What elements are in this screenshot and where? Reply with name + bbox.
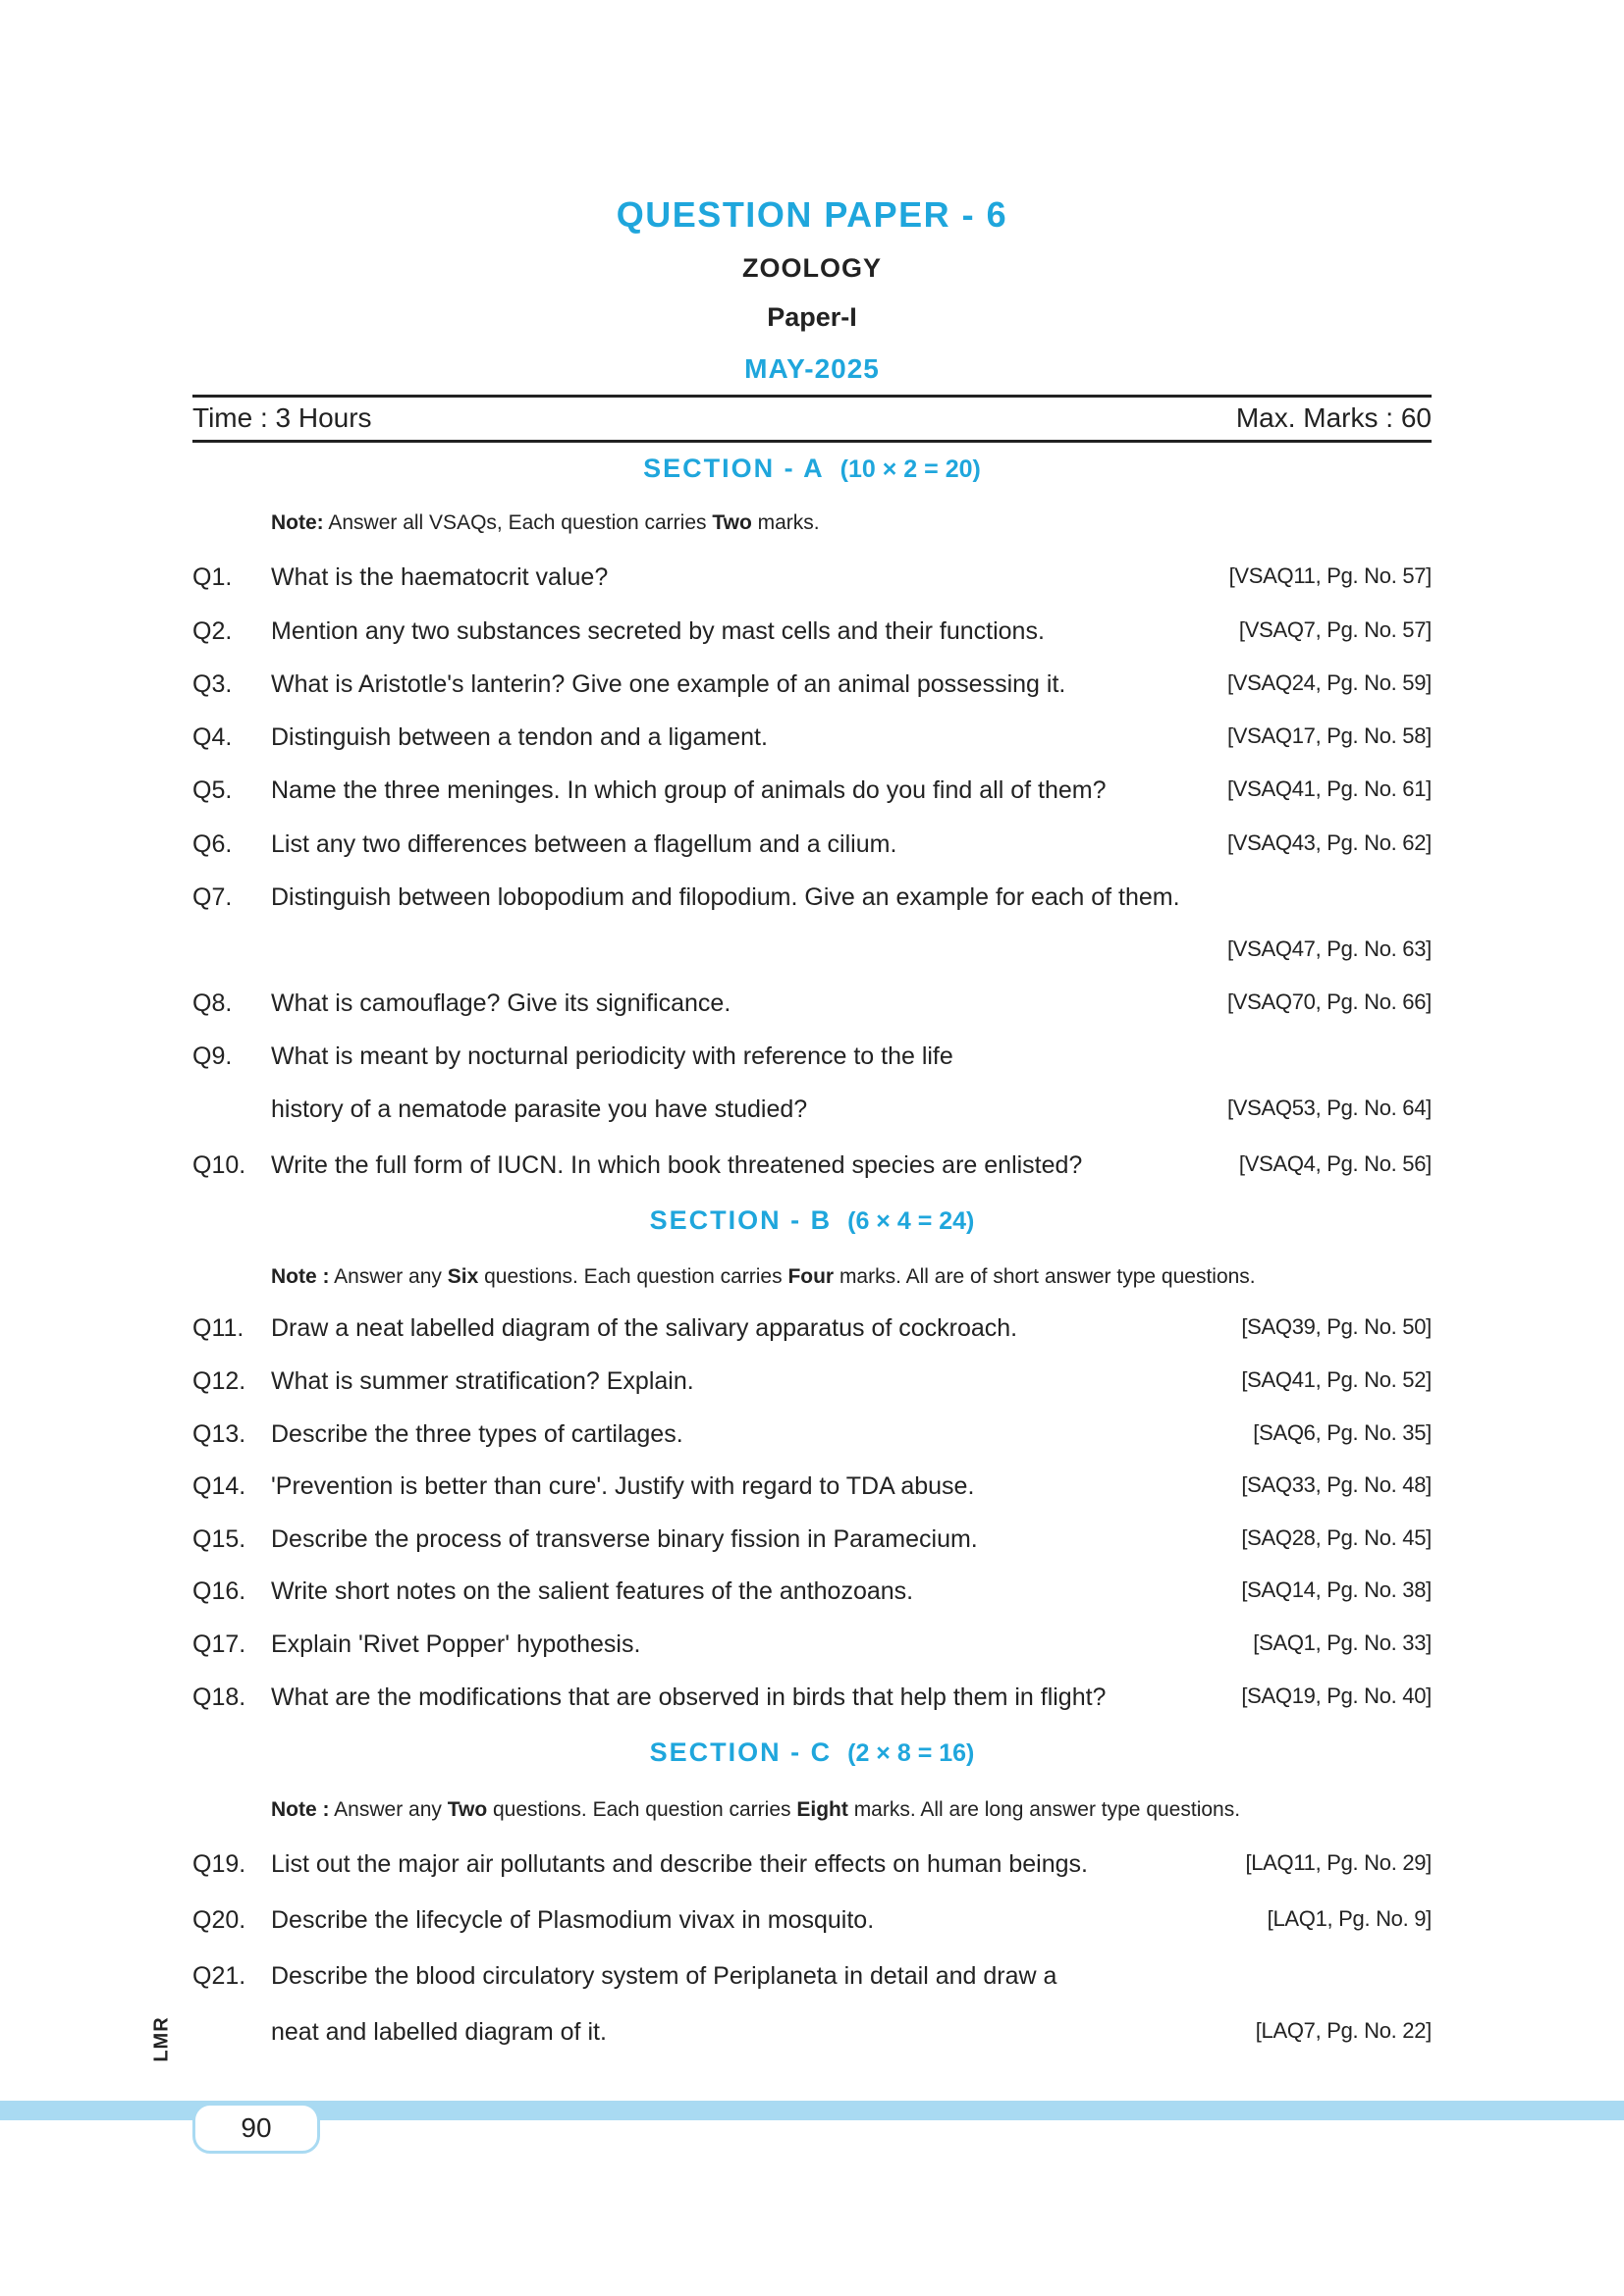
max-marks-label: Max. Marks : 60 xyxy=(1235,402,1432,433)
page-reference: [VSAQ41, Pg. No. 61] xyxy=(1226,776,1432,801)
section-b-title: SECTION - B xyxy=(649,1205,833,1235)
page-reference: [VSAQ4, Pg. No. 56] xyxy=(1238,1151,1432,1176)
page-reference: [LAQ11, Pg. No. 29] xyxy=(1245,1850,1432,1875)
page-reference: [SAQ33, Pg. No. 48] xyxy=(1241,1472,1432,1497)
section-a-title: SECTION - A xyxy=(643,454,825,483)
page-reference: [VSAQ43, Pg. No. 62] xyxy=(1226,830,1432,855)
page-reference: [VSAQ7, Pg. No. 57] xyxy=(1238,617,1432,642)
page-reference: [VSAQ17, Pg. No. 58] xyxy=(1226,723,1432,748)
page-reference: [VSAQ70, Pg. No. 66] xyxy=(1226,989,1432,1014)
page-reference: [SAQ1, Pg. No. 33] xyxy=(1253,1630,1432,1655)
page-reference: [VSAQ11, Pg. No. 57] xyxy=(1228,563,1432,588)
header-divider-top xyxy=(192,395,1432,398)
time-label: Time : 3 Hours xyxy=(192,402,372,433)
section-b-heading xyxy=(0,1205,1624,1236)
section-c-marks: (2 × 8 = 16) xyxy=(847,1739,975,1767)
section-a-note: Note: Answer all VSAQs, Each question carries Two marks. xyxy=(271,511,820,534)
subject-title: ZOOLOGY xyxy=(742,253,882,283)
page-reference: [SAQ14, Pg. No. 38] xyxy=(1241,1577,1432,1602)
exam-date: MAY-2025 xyxy=(744,353,880,384)
section-c-heading xyxy=(0,1737,1624,1768)
page-reference: [SAQ28, Pg. No. 45] xyxy=(1241,1525,1432,1550)
paper-title: QUESTION PAPER - 6 xyxy=(616,194,1008,235)
page-reference: [SAQ6, Pg. No. 35] xyxy=(1253,1420,1432,1445)
section-b-marks: (6 × 4 = 24) xyxy=(847,1207,975,1235)
section-c-title: SECTION - C xyxy=(649,1737,833,1767)
page-reference: [VSAQ53, Pg. No. 64] xyxy=(1226,1095,1432,1120)
section-c-note: Note : Answer any Two questions. Each question carries Eight marks. All are long answer type questions. xyxy=(271,1798,1241,1821)
page-reference: [LAQ1, Pg. No. 9] xyxy=(1267,1906,1432,1931)
page-reference: [SAQ19, Pg. No. 40] xyxy=(1241,1683,1432,1708)
page-reference: [SAQ39, Pg. No. 50] xyxy=(1241,1314,1432,1339)
page-reference: [LAQ7, Pg. No. 22] xyxy=(1255,2018,1432,2043)
header-divider-bottom xyxy=(192,440,1432,443)
section-a-heading xyxy=(0,454,1624,484)
paper-number: Paper-I xyxy=(767,302,857,332)
page-number: 90 xyxy=(192,2103,320,2154)
section-b-note: Note : Answer any Six questions. Each question carries Four marks. All are of short answer type questions. xyxy=(271,1265,1256,1288)
page-reference: [VSAQ47, Pg. No. 63] xyxy=(1226,936,1432,961)
page-reference: [VSAQ24, Pg. No. 59] xyxy=(1226,670,1432,695)
side-mark: LMR xyxy=(150,2016,173,2062)
page-reference: [SAQ41, Pg. No. 52] xyxy=(1241,1367,1432,1392)
section-a-marks: (10 × 2 = 20) xyxy=(839,455,981,483)
